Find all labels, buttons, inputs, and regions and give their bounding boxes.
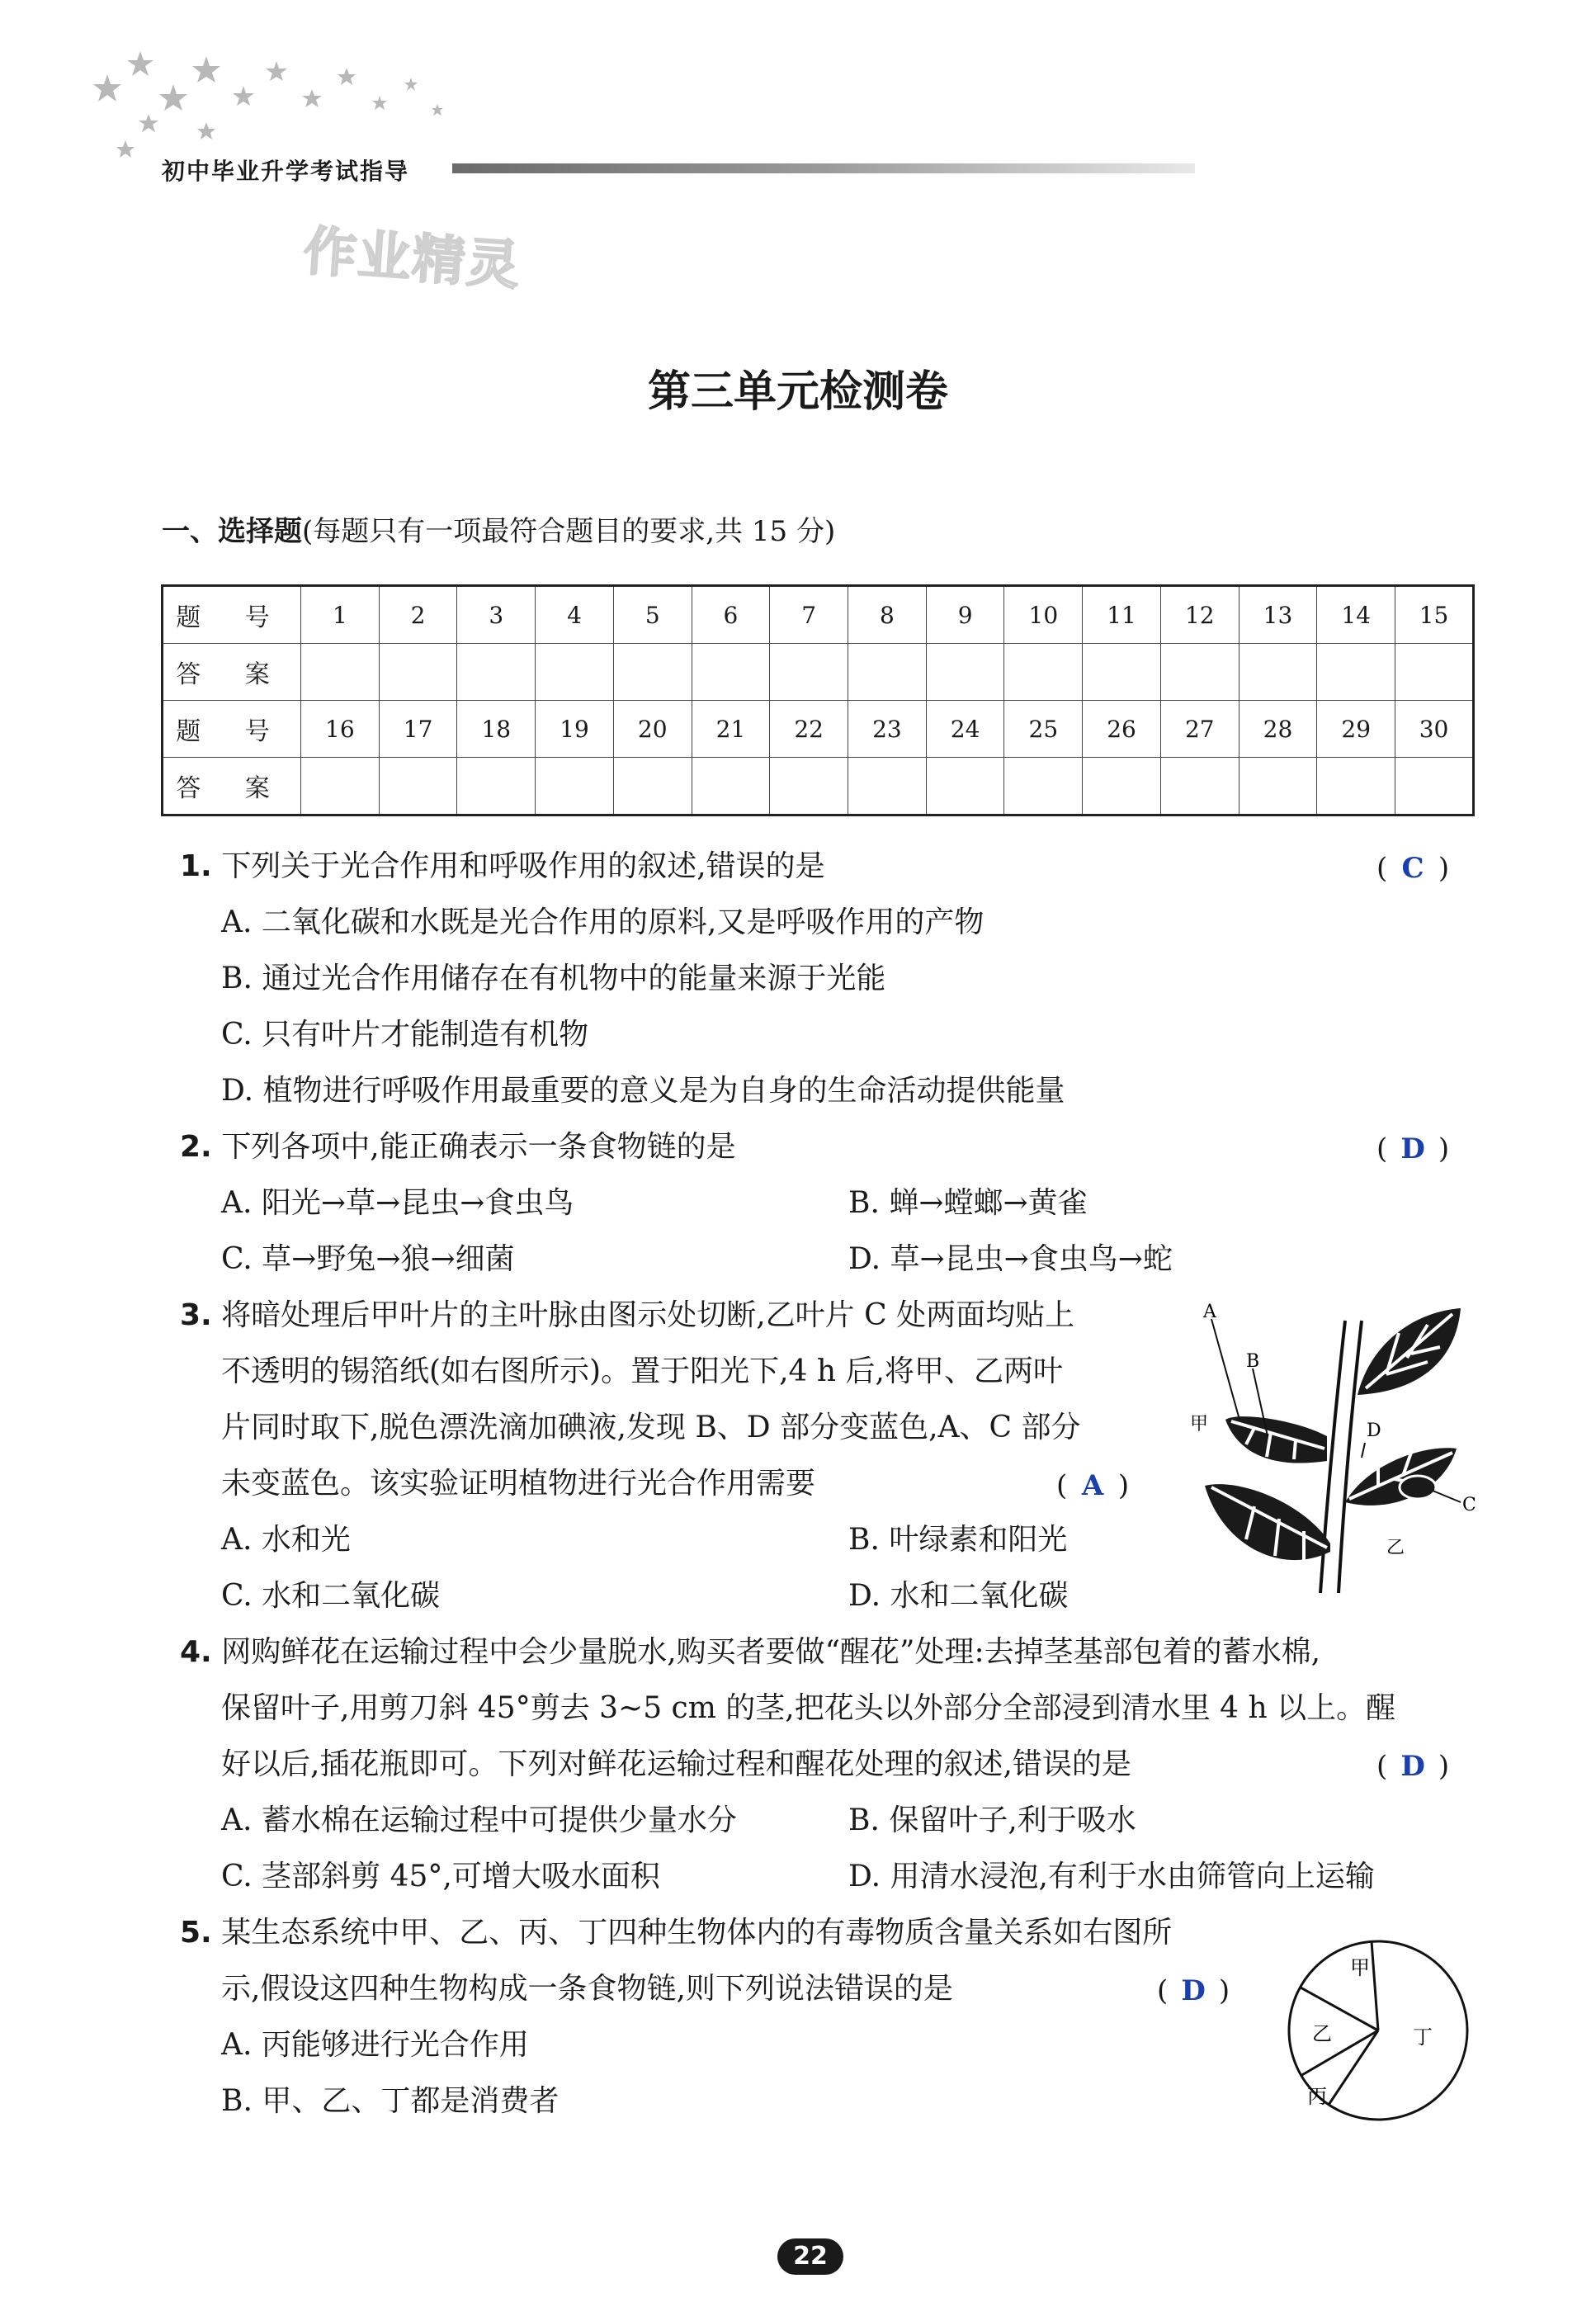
answer-cell[interactable] [1160, 644, 1239, 701]
answer-table [161, 584, 1475, 816]
answer-cell[interactable] [301, 644, 380, 701]
cell: 6 [692, 586, 770, 644]
option-b: B. 保留叶子,利于吸水 [848, 1803, 1136, 1837]
cell: 15 [1395, 586, 1474, 644]
answer-cell[interactable] [379, 758, 457, 815]
option-b: B. 通过光合作用储存在有机物中的能量来源于光能 [221, 962, 886, 995]
answer-letter: A [1081, 1469, 1104, 1502]
answer-mark: ( D ) [1376, 1132, 1450, 1165]
pie-label: 丙 [1307, 2085, 1327, 2108]
cell: 21 [692, 701, 770, 758]
question-5-stem [180, 1918, 1172, 1948]
question-number: 3. [180, 1298, 212, 1332]
cell: 10 [1004, 586, 1083, 644]
option-d: D. 植物进行呼吸作用最重要的意义是为自身的生命活动提供能量 [221, 1074, 1065, 1108]
option-c: C. 茎部斜剪 45°,可增大吸水面积 [221, 1860, 660, 1893]
option-c: C. 水和二氧化碳 [221, 1579, 441, 1613]
cell: 23 [848, 701, 927, 758]
cell: 4 [536, 586, 614, 644]
cell: 24 [926, 701, 1004, 758]
answer-cell[interactable] [536, 758, 614, 815]
question-number: 5. [180, 1916, 212, 1950]
option-d: D. 水和二氧化碳 [848, 1579, 1069, 1613]
cell: 30 [1395, 701, 1474, 758]
question-text: 示,假设这四种生物构成一条食物链,则下列说法错误的是 [221, 1972, 953, 2006]
cell: 2 [379, 586, 457, 644]
answer-mark: ( D ) [1376, 1750, 1450, 1783]
cell: 8 [848, 586, 927, 644]
answer-mark: ( D ) [1157, 1974, 1230, 2007]
answer-letter: D [1400, 1132, 1425, 1165]
question-number: 1. [180, 849, 212, 883]
option-c: C. 只有叶片才能制造有机物 [221, 1018, 589, 1052]
option-b: B. 叶绿素和阳光 [848, 1523, 1068, 1557]
pie-label: 乙 [1312, 2022, 1332, 2045]
answer-cell[interactable] [770, 644, 848, 701]
leaf-figure [1188, 1296, 1477, 1601]
option-b: B. 甲、乙、丁都是消费者 [221, 2084, 560, 2118]
question-text: 将暗处理后甲叶片的主叶脉由图示处切断,乙叶片 C 处两面均贴上 [221, 1298, 1075, 1332]
answer-cell[interactable] [536, 644, 614, 701]
cell: 26 [1083, 701, 1161, 758]
answer-cell[interactable] [848, 758, 927, 815]
question-text: 下列各项中,能正确表示一条食物链的是 [221, 1130, 736, 1164]
table-row [163, 644, 1474, 701]
option-b: B. 蝉→螳螂→黄雀 [848, 1186, 1088, 1220]
answer-cell[interactable] [1395, 644, 1474, 701]
cell: 17 [379, 701, 457, 758]
question-text: 不透明的锡箔纸(如右图所示)。置于阳光下,4 h 后,将甲、乙两叶 [221, 1354, 1063, 1388]
answer-cell[interactable] [770, 758, 848, 815]
page-number: 22 [777, 2238, 843, 2275]
cell: 13 [1239, 586, 1317, 644]
question-number: 4. [180, 1635, 212, 1669]
cell: 28 [1239, 701, 1317, 758]
table-row [163, 758, 1474, 815]
page-title: 第三单元检测卷 [647, 366, 948, 417]
cell: 7 [770, 586, 848, 644]
answer-cell[interactable] [379, 644, 457, 701]
cell: 9 [926, 586, 1004, 644]
answer-cell[interactable] [613, 758, 692, 815]
figure-label: C [1462, 1495, 1476, 1515]
cell: 3 [457, 586, 536, 644]
header-title: 初中毕业升学考试指导 [162, 158, 410, 185]
answer-cell[interactable] [926, 644, 1004, 701]
answer-cell[interactable] [848, 644, 927, 701]
pie-figure [1279, 1931, 1477, 2130]
question-text: 网购鲜花在运输过程中会少量脱水,购买者要做“醒花”处理:去掉茎基部包着的蓄水棉, [221, 1635, 1321, 1669]
pie-label: 甲 [1350, 1956, 1370, 1979]
table-row [163, 586, 1474, 644]
option-d: D. 草→昆虫→食虫鸟→蛇 [848, 1242, 1173, 1276]
option-a: A. 二氧化碳和水既是光合作用的原料,又是呼吸作用的产物 [221, 905, 985, 939]
answer-cell[interactable] [301, 758, 380, 815]
cell: 27 [1160, 701, 1239, 758]
question-number: 2. [180, 1130, 212, 1164]
question-text: 片同时取下,脱色漂洗滴加碘液,发现 B、D 部分变蓝色,A、C 部分 [221, 1411, 1081, 1444]
cell: 16 [301, 701, 380, 758]
question-1-stem [180, 849, 825, 883]
figure-label: D [1367, 1420, 1381, 1441]
answer-cell[interactable] [613, 644, 692, 701]
cell: 11 [1083, 586, 1161, 644]
answer-mark: ( A ) [1056, 1469, 1130, 1502]
cell: 12 [1160, 586, 1239, 644]
cell: 1 [301, 586, 380, 644]
answer-cell[interactable] [1239, 758, 1317, 815]
figure-label: 甲 [1190, 1414, 1209, 1435]
answer-cell[interactable] [1160, 758, 1239, 815]
cell: 20 [613, 701, 692, 758]
pie-label: 丁 [1413, 2026, 1433, 2049]
answer-cell[interactable] [1004, 644, 1083, 701]
answer-cell[interactable] [1004, 758, 1083, 815]
cell: 18 [457, 701, 536, 758]
row-label: 答 案 [163, 644, 301, 701]
answer-cell[interactable] [457, 758, 536, 815]
section-label: 一、选择题 [162, 515, 302, 548]
foil-region [1400, 1476, 1436, 1499]
cell: 22 [770, 701, 848, 758]
question-text: 下列关于光合作用和呼吸作用的叙述,错误的是 [221, 849, 825, 883]
option-d: D. 用清水浸泡,有利于水由筛管向上运输 [848, 1860, 1375, 1893]
answer-letter: D [1400, 1750, 1425, 1783]
cell: 14 [1317, 586, 1395, 644]
answer-letter: C [1401, 852, 1424, 885]
section-heading [162, 508, 835, 549]
cell: 5 [613, 586, 692, 644]
answer-cell[interactable] [1239, 644, 1317, 701]
figure-label: 乙 [1386, 1538, 1405, 1558]
answer-letter: D [1181, 1974, 1206, 2007]
question-3-stem [180, 1298, 1075, 1332]
option-a: A. 蓄水棉在运输过程中可提供少量水分 [221, 1803, 737, 1837]
option-a: A. 阳光→草→昆虫→食虫鸟 [221, 1186, 574, 1220]
question-text: 保留叶子,用剪刀斜 45°剪去 3~5 cm 的茎,把花头以外部分全部浸到清水里 4 h 以上。醒 [221, 1691, 1396, 1725]
watermark: 作业精灵 [301, 220, 523, 298]
answer-cell[interactable] [1083, 644, 1161, 701]
row-label: 题 号 [163, 586, 301, 644]
option-c: C. 草→野兔→狼→细菌 [221, 1242, 515, 1276]
question-text: 好以后,插花瓶即可。下列对鲜花运输过程和醒花处理的叙述,错误的是 [221, 1747, 1131, 1781]
section-note: (每题只有一项最符合题目的要求,共 15 分) [302, 515, 836, 548]
answer-cell[interactable] [692, 758, 770, 815]
answer-cell[interactable] [457, 644, 536, 701]
star-decoration [83, 25, 462, 165]
answer-cell[interactable] [1317, 758, 1395, 815]
answer-mark: ( C ) [1376, 852, 1450, 885]
answer-cell[interactable] [1083, 758, 1161, 815]
header-rule [452, 163, 1195, 173]
row-label: 答 案 [163, 758, 301, 815]
answer-cell[interactable] [692, 644, 770, 701]
option-a: A. 丙能够进行光合作用 [221, 2028, 529, 2062]
cell: 25 [1004, 701, 1083, 758]
figure-label: A [1203, 1302, 1216, 1322]
cell: 29 [1317, 701, 1395, 758]
table-row [163, 701, 1474, 758]
cell: 19 [536, 701, 614, 758]
answer-cell[interactable] [1317, 644, 1395, 701]
answer-cell[interactable] [926, 758, 1004, 815]
question-text: 某生态系统中甲、乙、丙、丁四种生物体内的有毒物质含量关系如右图所 [221, 1916, 1173, 1950]
figure-label: B [1246, 1351, 1260, 1372]
answer-cell[interactable] [1395, 758, 1474, 815]
question-text: 未变蓝色。该实验证明植物进行光合作用需要 [221, 1467, 816, 1501]
question-2-stem [180, 1132, 736, 1162]
question-4-stem [180, 1635, 1321, 1669]
option-a: A. 水和光 [221, 1523, 351, 1557]
row-label: 题 号 [163, 701, 301, 758]
